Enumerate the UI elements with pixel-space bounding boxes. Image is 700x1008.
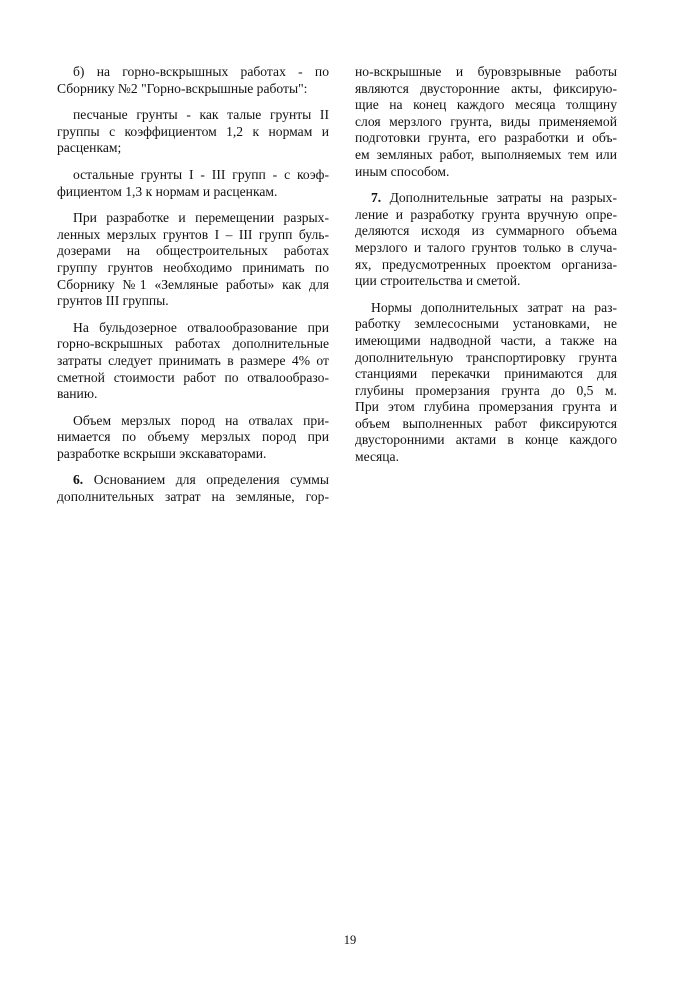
text-line: горно-вскрышных работах дополнительные	[57, 336, 329, 352]
text-line: Сборнику №2 "Горно-вскрышные работы":	[57, 80, 308, 96]
text-line: подготовки грунта, его разработки и объ-	[355, 130, 617, 146]
text-line: дополнительную транспортировку грунта	[355, 349, 617, 365]
paragraph-gap	[57, 200, 329, 210]
text-line: двусторонними актами в конце каждого	[355, 432, 617, 448]
paragraph-gap	[355, 290, 617, 300]
text-line: остальные грунты I - III групп - с коэф-	[73, 166, 329, 182]
text-line: группы с коэффициентом 1,2 к нормам и	[57, 123, 329, 139]
text-line: грунтов III группы.	[57, 293, 169, 309]
left-column	[57, 64, 329, 506]
paragraph-gap	[57, 462, 329, 472]
text-line: являются двусторонние акты, фиксирую-	[355, 80, 617, 96]
text-line: имеющими надводной части, а также на	[355, 332, 617, 348]
text-line: ции строительства и сметой.	[355, 273, 521, 289]
text-line: слоя мерзлого грунта, виды применяемой	[355, 113, 617, 129]
text-line: но-вскрышные и буровзрывные работы	[355, 64, 617, 79]
text-line: затраты следует принимать в размере 4% от	[57, 352, 329, 368]
text-line	[355, 190, 617, 207]
text-line: ление и разработку грунта вручную опре-	[355, 206, 617, 222]
text-line: станциями перекачки принимаются для	[355, 366, 617, 382]
paragraph	[57, 320, 329, 403]
paragraph-gap	[57, 403, 329, 413]
text-line: разработке вскрыши экскаваторами.	[57, 445, 267, 461]
text-line: дозерами на общестроительных работах	[57, 243, 329, 259]
text-line: нимается по объему мерзлых пород при	[57, 429, 329, 445]
paragraph	[355, 190, 617, 290]
paragraph-gap	[355, 180, 617, 190]
text-line: объем выполненных работ фиксируются	[355, 415, 617, 431]
section-number: 7.	[371, 190, 382, 206]
text-line: дополнительных затрат на земляные, гор-	[57, 489, 329, 505]
text-line: При этом глубина промерзания грунта и	[355, 399, 617, 415]
text-line: группу грунтов необходимо принимать по	[57, 259, 329, 275]
page-number: 19	[343, 933, 357, 947]
right-column	[355, 64, 617, 466]
text-line: работку землесосными установками, не	[355, 316, 617, 332]
text-line: фициентом 1,3 к нормам и расценкам.	[57, 183, 278, 199]
text-line: б) на горно-вскрышных работах - по	[73, 64, 329, 79]
text-line: ем земляных работ, выполняемых тем или	[355, 146, 617, 162]
paragraph	[57, 64, 329, 97]
text-line: мерзлого и талого грунтов только в случа-	[355, 239, 617, 255]
paragraph	[57, 167, 329, 200]
text-line: месяца.	[355, 449, 399, 465]
section-number: 6.	[73, 472, 84, 488]
text-line: ленных мерзлых грунтов I – III групп буль-	[57, 226, 329, 242]
paragraph	[57, 413, 329, 463]
text-line: расценкам;	[57, 140, 122, 156]
text-line: На бульдозерное отвалообразование при	[73, 319, 329, 335]
text-line: глубины промерзания грунта до 0,5 м.	[355, 382, 617, 398]
text-line: Сборнику №1 «Земляные работы» как для	[57, 276, 329, 292]
text-line: Нормы дополнительных затрат на раз-	[371, 299, 617, 315]
text-line: При разработке и перемещении разрых-	[73, 210, 329, 226]
text-line: сметной стоимости работ по отвалообразо-	[57, 369, 329, 385]
paragraph-gap	[57, 310, 329, 320]
paragraph	[57, 472, 329, 505]
paragraph	[57, 107, 329, 157]
line-text: Основанием для определения суммы	[93, 472, 329, 488]
paragraph	[355, 64, 617, 180]
paragraph-gap	[57, 97, 329, 107]
text-line: ях, предусмотренных проектом организа-	[355, 256, 617, 272]
line-text: Дополнительные затраты на разрых-	[389, 190, 617, 206]
text-line: песчаные грунты - как талые грунты II	[73, 107, 329, 123]
text-line: деляются исходя из суммарного объема	[355, 223, 617, 239]
paragraph-gap	[57, 157, 329, 167]
paragraph	[57, 210, 329, 310]
paragraph	[355, 300, 617, 466]
text-line: ванию.	[57, 386, 98, 402]
text-line	[57, 472, 329, 489]
text-line: иным способом.	[355, 163, 450, 179]
text-line: Объем мерзлых пород на отвалах при-	[73, 412, 329, 428]
text-line: щие на конец каждого месяца толщину	[355, 97, 617, 113]
